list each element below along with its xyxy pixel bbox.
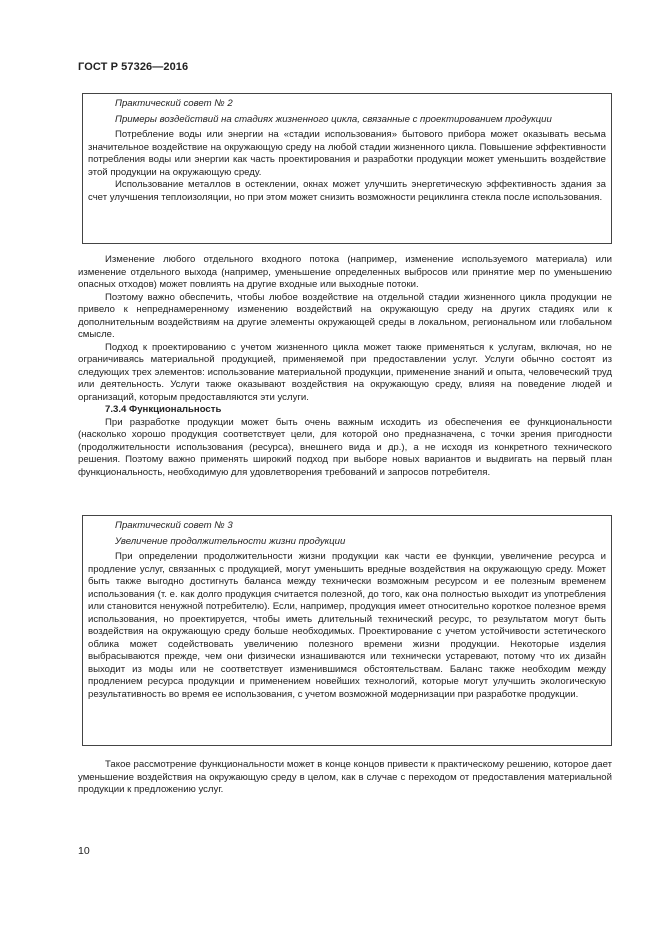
tip-2-title: Практический совет № 2 [115,98,233,109]
page-number: 10 [78,845,90,857]
tip-3-title: Практический совет № 3 [115,520,233,531]
body-paragraph: При разработке продукции может быть очень важным исходить из обеспечения ее функциональности (насколько хорошо продукция соответствует цели, для которой оно предназначена, с точки зрения пригодности (продолжительности использования (ресурса), внешнего вида и др.), а не исходя из конкретного технического решения. Поэтому важно применять широкий подход при выборе новых вариантов и выдвигать на первый план функциональность, необходимую для удовлетворения требований и запросов потребителя. [78,416,612,478]
closing-text-section [78,759,612,797]
tip-2-subtitle: Примеры воздействий на стадиях жизненного цикла, связанные с проектированием продукции [115,113,552,125]
body-paragraph: Такое рассмотрение функциональности может в конце концов привести к практическому решению, которое дает уменьшение воздействия на окружающую среду в целом, как в случае с переходом от предоставления материальной продукции к предложению услуг. [78,759,612,795]
body-text-section [78,254,612,479]
body-paragraph: Изменение любого отдельного входного потока (например, изменение используемого материала) или изменение отдельного выхода (например, уменьшение определенных выбросов или принятие мер по уменьшению опасных отходов) может повлиять на другие входные или выходные потоки. [78,254,612,290]
body-paragraph: Подход к проектированию с учетом жизненного цикла может также применяться к услугам, включая, но не ограничиваясь материальной продукцией, применяемой при предоставлении услуг. Услуги обычно состоят из следующих трех элементов: использование материальной продукции, применение знаний и опыта, человеческий труд или деятельность. Услуги также оказывают воздействия на окружающую среду, влияя на поведение людей и организаций, которым предоставляются эти услуги. [78,341,612,403]
tip-2-paragraph: Использование металлов в остеклении, окнах может улучшить энергетическую эффективность здания за счет улучшения теплоизоляции, но при этом может снизить возможности рециклинга стекла после использования. [88,179,606,203]
tip-3-paragraph: При определении продолжительности жизни продукции как части ее функции, увеличение ресурса и продление услуг, связанных с продукцией, могут уменьшить вредные воздействия на окружающую среду. Может быть также выгодно достигнуть баланса между технически возможным ресурсом и ее полезным временем использования (т. е. как долго продукция считается полезной, до того, как она полностью выходит из употребления или становится ненужной потребителю). Если, например, продукция имеет относительно короткое полезное время использования, но проектируется, чтобы иметь длительный технический ресурс, то результатом могут быть воздействия на окружающую среду больше необходимых. Проектирование с учетом устойчивости эстетического облика может содействовать увеличению полезного времени жизни продукции. Некоторые изделия выбрасываются прежде, чем они физически изнашиваются или технически устаревают, потому что их дизайн выходит из моды или не соответствует изменившимся обстоятельствам. Баланс также необходим между продлением ресурса продукции и применением новейших технологий, которые могут улучшить экологическую результативность во время ее использования, с учетом возможной модернизации при разработке продукции. [88,551,606,700]
practical-tip-2-box [82,93,612,244]
practical-tip-3-box [82,515,612,746]
tip-2-paragraph: Потребление воды или энергии на «стадии использования» бытового прибора может оказывать весьма значительное воздействие на окружающую среду на любой стадии жизненного цикла. Повышение эффективности потребления воды или энергии как часть проектирования и разработки продукции может уменьшить воздействие этой продукции на окружающую среду. [88,129,606,178]
standard-header: ГОСТ Р 57326—2016 [78,61,189,73]
tip-3-subtitle: Увеличение продолжительности жизни продукции [115,535,346,547]
section-heading-7-3-4: 7.3.4 Функциональность [105,404,222,415]
body-paragraph: Поэтому важно обеспечить, чтобы любое воздействие на отдельной стадии жизненного цикла продукции не привело к непреднамеренному изменению воздействий на окружающую среду на других стадиях или к дополнительным воздействиям на другие элементы окружающей среды в локальном, региональном или глобальном смысле. [78,291,612,340]
